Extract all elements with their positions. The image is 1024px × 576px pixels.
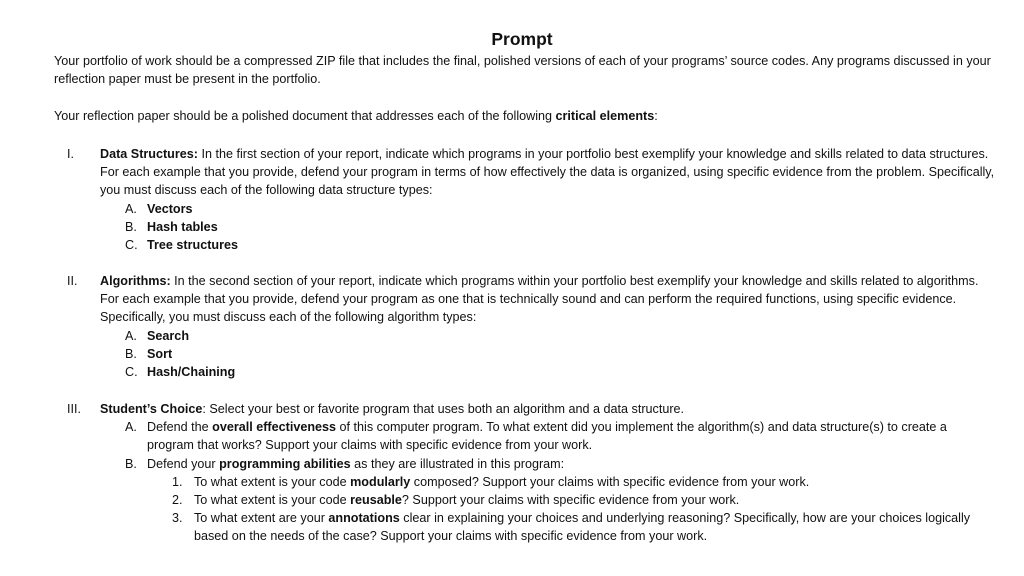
item-marker: B. (125, 219, 137, 234)
section-numeral: II. (67, 274, 78, 288)
list-item (100, 418, 995, 454)
section-items (100, 327, 995, 382)
intro-text: Your reflection paper should be a polished document that addresses each of the following (54, 109, 556, 123)
intro-paragraph-reflection (54, 107, 1004, 125)
item-text: clear in explaining your choices and underlying reasoning? Specifically, how are your choices logically based on the needs of the case? Support your claims with specific evidence from your work. (194, 511, 971, 544)
document-title: Prompt (491, 29, 553, 49)
item-marker: 2. (172, 493, 183, 508)
item-emphasis: overall effectiveness (212, 420, 337, 435)
section-data-structures (54, 145, 1004, 254)
item-label: Hash tables (147, 219, 218, 234)
intro-colon: : (654, 109, 658, 123)
item-marker: A. (125, 328, 137, 343)
section-heading: Student’s Choice (100, 402, 203, 416)
section-body (100, 145, 995, 200)
numbered-item (100, 491, 995, 509)
item-text: Defend your (147, 456, 220, 471)
item-text: To what extent are your (194, 511, 329, 526)
list-item (100, 218, 995, 236)
list-item (100, 327, 995, 345)
list-item (100, 345, 995, 363)
section-heading: Algorithms: (100, 274, 171, 288)
item-label: Hash/Chaining (147, 365, 236, 380)
item-text: ? Support your claims with specific evidence from your work. (401, 493, 740, 508)
section-numeral: I. (67, 147, 74, 161)
section-items (100, 418, 995, 545)
item-label: Search (147, 328, 190, 343)
item-label: Vectors (147, 201, 193, 216)
item-text: composed? Support your claims with specific evidence from your work. (410, 474, 810, 489)
item-marker: C. (125, 238, 138, 253)
section-algorithms (54, 272, 1004, 381)
intro-paragraph-portfolio: Your portfolio of work should be a compressed ZIP file that includes the final, polished versions of each of your programs’ source codes. Any programs discussed in your reflection paper must be present in the portfolio. (54, 54, 991, 87)
item-marker: 3. (172, 511, 183, 526)
numbered-item (100, 509, 995, 545)
item-emphasis: modularly (350, 474, 411, 489)
item-marker: C. (125, 365, 138, 380)
list-item (100, 363, 995, 381)
item-text: of this computer program. To what extent did you implement the algorithm(s) and data structure(s) to create a program that works? Support your claims with specific evidence from your work. (147, 420, 947, 453)
item-emphasis: programming abilities (219, 456, 351, 471)
item-marker: A. (125, 201, 137, 216)
item-marker: A. (125, 420, 137, 435)
list-item (100, 236, 995, 254)
item-text: Defend the (147, 420, 213, 435)
critical-elements-label: critical elements (555, 109, 655, 123)
item-emphasis: annotations (328, 511, 400, 526)
section-text: : Select your best or favorite program that uses both an algorithm and a data structure. (202, 402, 685, 416)
section-students-choice (54, 400, 1004, 546)
item-text: To what extent is your code (194, 474, 351, 489)
item-label: Sort (147, 346, 173, 361)
section-body (100, 400, 995, 418)
section-numeral: III. (67, 402, 81, 416)
list-item (100, 200, 995, 218)
section-heading: Data Structures: (100, 147, 198, 161)
section-body (100, 272, 995, 327)
item-marker: B. (125, 456, 137, 471)
item-text: To what extent is your code (194, 493, 351, 508)
list-item (100, 455, 995, 473)
section-items (100, 200, 995, 255)
section-text: In the first section of your report, indicate which programs in your portfolio best exemplify your knowledge and skills related to data structures. For each example that you provide, defend your program in terms of how effectively the data is organized, using specific evidence from the problem. Specifically, you must discuss each of the following data structure types: (100, 147, 995, 198)
numbered-item (100, 473, 995, 491)
section-text: In the second section of your report, indicate which programs within your portfolio best exemplify your knowledge and skills related to algorithms. For each example that you provide, defend your program as one that is technically sound and can perform the required functions, using specific evidence. Specifically, you must discuss each of the following algorithm types: (100, 274, 979, 325)
item-emphasis: reusable (350, 493, 402, 508)
item-label: Tree structures (147, 238, 238, 253)
item-text: as they are illustrated in this program: (350, 456, 565, 471)
item-marker: 1. (172, 474, 183, 489)
item-marker: B. (125, 346, 137, 361)
